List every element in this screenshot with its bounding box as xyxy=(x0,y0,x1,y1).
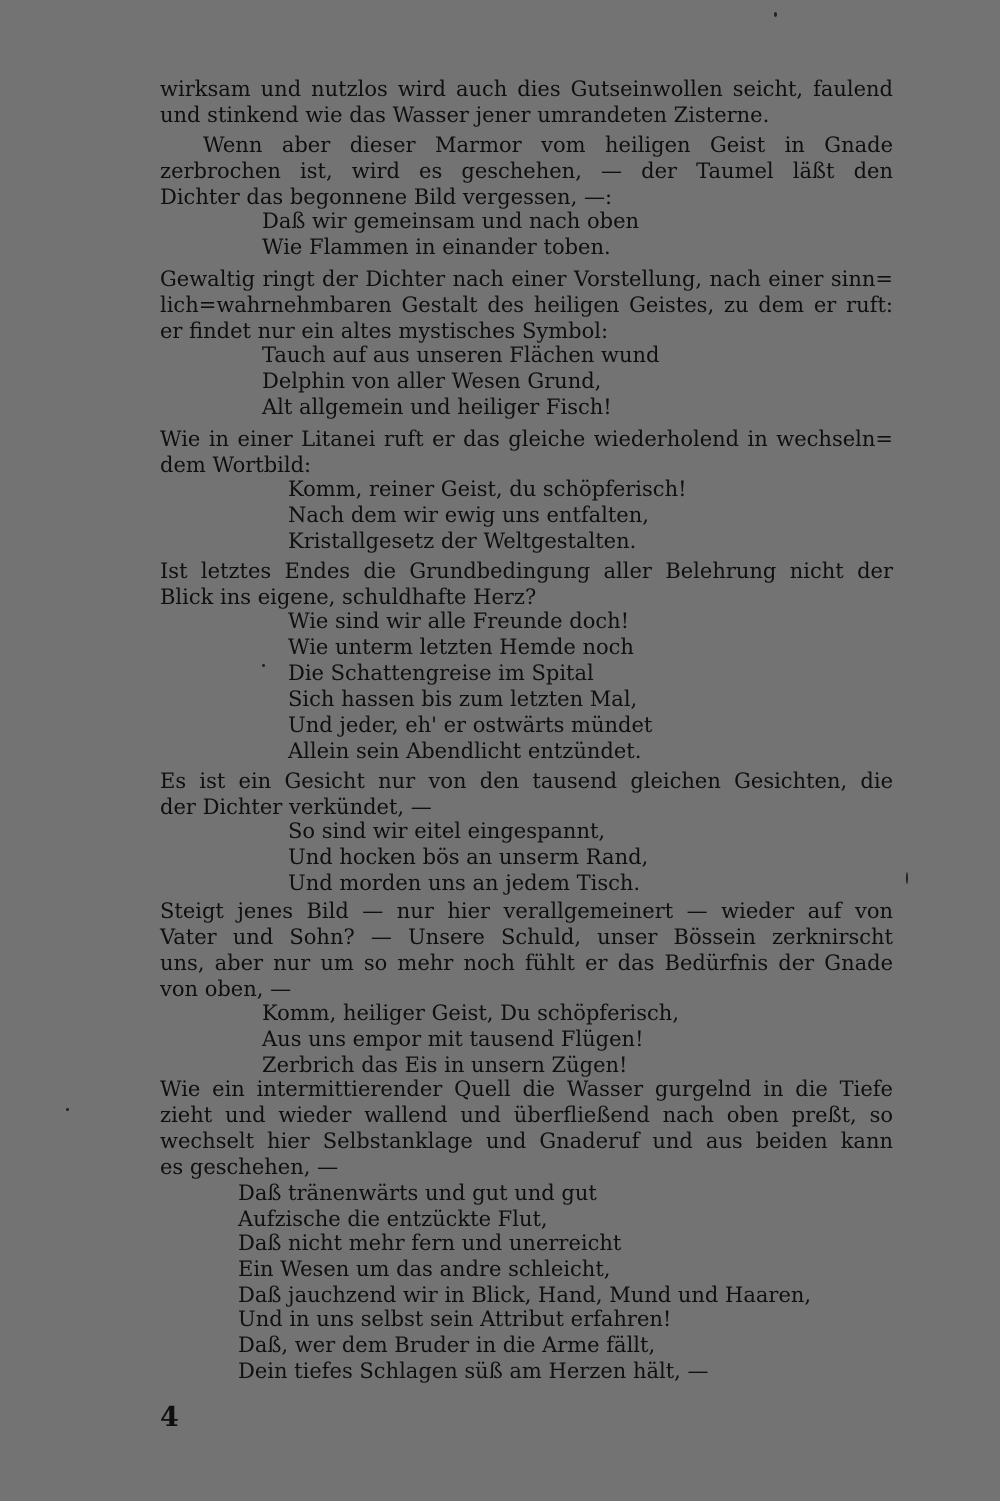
prose-line: Wie ein intermittierender Quell die Wasser gurgelnd in die Tiefe xyxy=(160,1077,893,1101)
verse-line: Ein Wesen um das andre schleicht, xyxy=(238,1257,611,1281)
verse-line: Sich hassen bis zum letzten Mal, xyxy=(288,687,638,711)
prose-line: Blick ins eigene, schuldhafte Herz? xyxy=(160,585,537,609)
verse-line: Komm, reiner Geist, du schöpferisch! xyxy=(288,477,687,501)
verse-line: Daß tränenwärts und gut und gut xyxy=(238,1181,597,1205)
prose-line: Wenn aber dieser Marmor vom heiligen Geist in Gnade xyxy=(203,133,893,157)
ink-speck xyxy=(906,872,908,884)
verse-line: Nach dem wir ewig uns entfalten, xyxy=(288,503,649,527)
prose-line: zerbrochen ist, wird es geschehen, — der Taumel läßt den xyxy=(160,159,893,183)
prose-line: der Dichter verkündet, — xyxy=(160,795,432,819)
verse-line: So sind wir eitel eingespannt, xyxy=(288,819,606,843)
page-number: 4 xyxy=(160,1402,179,1433)
prose-line: lich=wahrnehmbaren Gestalt des heiligen Geistes, zu dem er ruft: xyxy=(160,293,893,317)
verse-line: Tauch auf aus unseren Flächen wund xyxy=(262,343,660,367)
ink-speck xyxy=(262,664,265,667)
prose-line: Vater und Sohn? — Unsere Schuld, unser Bössein zerknirscht xyxy=(160,925,893,949)
verse-line: Und jeder, eh' er ostwärts mündet xyxy=(288,713,653,737)
prose-line: und stinkend wie das Wasser jener umrandeten Zisterne. xyxy=(160,103,770,127)
verse-line: Daß jauchzend wir in Blick, Hand, Mund und Haaren, xyxy=(238,1283,812,1307)
verse-line: Alt allgemein und heiliger Fisch! xyxy=(262,395,612,419)
verse-line: Delphin von aller Wesen Grund, xyxy=(262,369,602,393)
prose-line: Es ist ein Gesicht nur von den tausend gleichen Gesichten, die xyxy=(160,769,893,793)
ink-speck xyxy=(774,12,777,17)
prose-line: es geschehen, — xyxy=(160,1155,339,1179)
verse-line: Allein sein Abendlicht entzündet. xyxy=(288,739,642,763)
verse-line: Daß nicht mehr fern und unerreicht xyxy=(238,1231,622,1255)
prose-line: Steigt jenes Bild — nur hier verallgemeinert — wieder auf von xyxy=(160,899,893,923)
prose-line: Ist letztes Endes die Grundbedingung aller Belehrung nicht der xyxy=(160,559,893,583)
verse-line: Die Schattengreise im Spital xyxy=(288,661,594,685)
verse-line: Aus uns empor mit tausend Flügen! xyxy=(262,1027,644,1051)
prose-line: uns, aber nur um so mehr noch fühlt er das Bedürfnis der Gnade xyxy=(160,951,893,975)
verse-line: Aufzische die entzückte Flut, xyxy=(238,1207,548,1231)
verse-line: Und hocken bös an unserm Rand, xyxy=(288,845,649,869)
prose-line: wirksam und nutzlos wird auch dies Gutseinwollen seicht, faulend xyxy=(160,77,893,101)
verse-line: Wie Flammen in einander toben. xyxy=(262,235,611,259)
prose-line: er findet nur ein altes mystisches Symbol: xyxy=(160,319,609,343)
verse-line: Zerbrich das Eis in unsern Zügen! xyxy=(262,1053,628,1077)
prose-line: zieht und wieder wallend und überfließend nach oben preßt, so xyxy=(160,1103,893,1127)
prose-line: wechselt hier Selbstanklage und Gnaderuf und aus beiden kann xyxy=(160,1129,893,1153)
prose-line: Dichter das begonnene Bild vergessen, —: xyxy=(160,185,613,209)
verse-line: Daß, wer dem Bruder in die Arme fällt, xyxy=(238,1333,656,1357)
prose-line: Wie in einer Litanei ruft er das gleiche wiederholend in wechseln= xyxy=(160,427,893,451)
verse-line: Und in uns selbst sein Attribut erfahren! xyxy=(238,1307,672,1331)
verse-line: Und morden uns an jedem Tisch. xyxy=(288,871,641,895)
ink-speck xyxy=(66,1108,69,1111)
verse-line: Dein tiefes Schlagen süß am Herzen hält, — xyxy=(238,1359,709,1383)
prose-line: Gewaltig ringt der Dichter nach einer Vorstellung, nach einer sinn= xyxy=(160,267,893,291)
prose-line: dem Wortbild: xyxy=(160,453,312,477)
verse-line: Wie sind wir alle Freunde doch! xyxy=(288,609,630,633)
prose-line: von oben, — xyxy=(160,977,292,1001)
verse-line: Kristallgesetz der Weltgestalten. xyxy=(288,529,637,553)
verse-line: Wie unterm letzten Hemde noch xyxy=(288,635,634,659)
verse-line: Daß wir gemeinsam und nach oben xyxy=(262,209,640,233)
verse-line: Komm, heiliger Geist, Du schöpferisch, xyxy=(262,1001,679,1025)
